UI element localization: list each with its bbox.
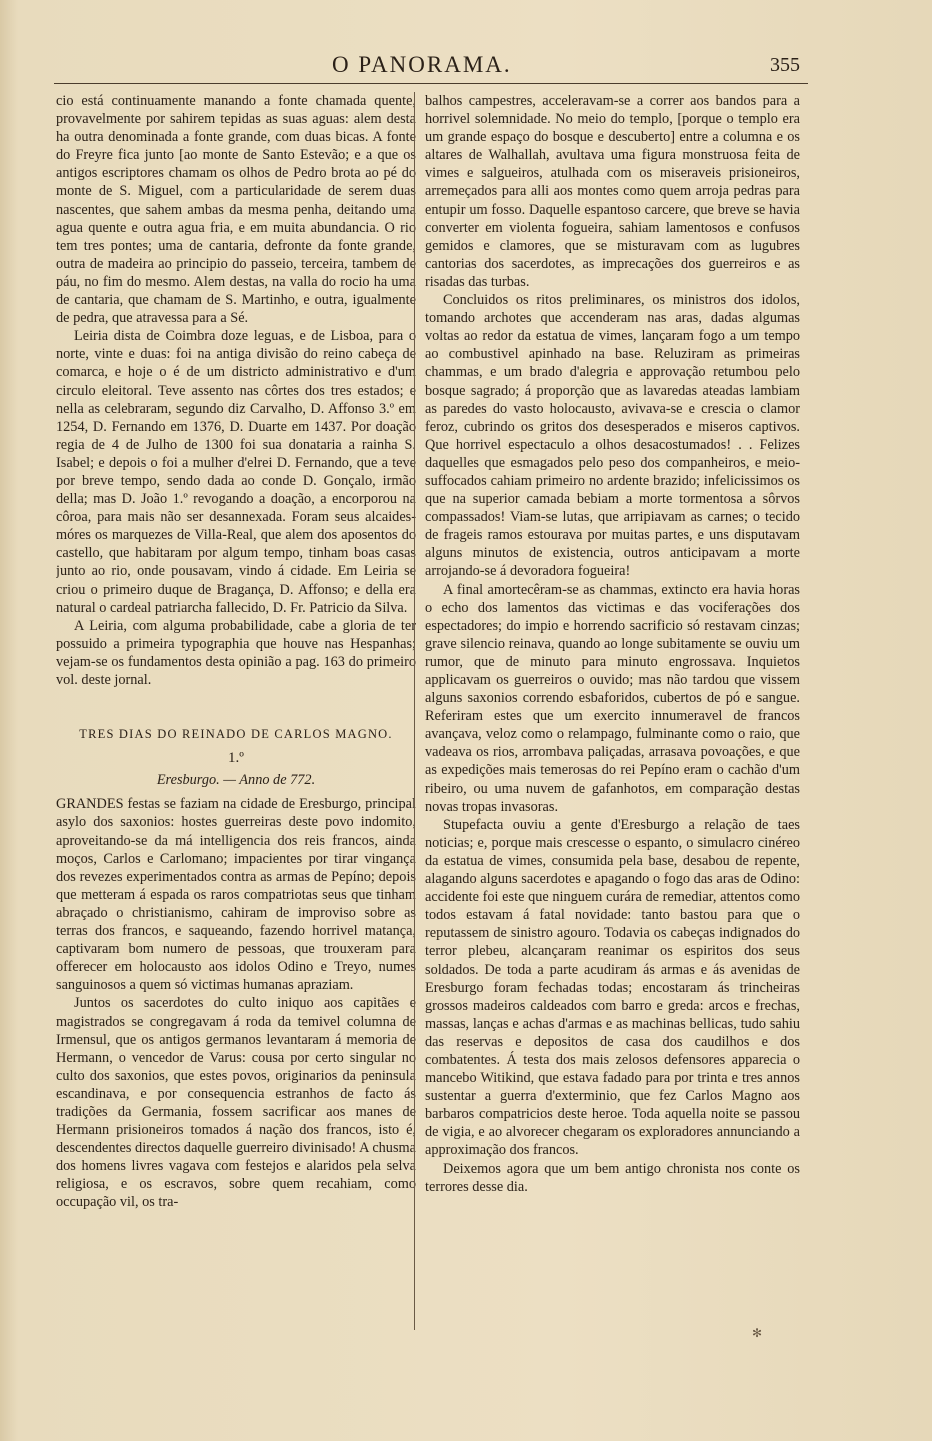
paragraph: GRANDES festas se faziam na cidade de Eresburgo, principal asylo dos saxonios: hostes guerreiras deste povo indomito, aproveitando-se da má intelligencia dos reis francos, ainda moços, Carlos e Carlomano; impacientes por tirar vingança dos revezes experimentados contra as armas de Pepíno; depois que metteram á espada os raros compatriotas seus que tinham abraçado o christianismo, cahiram de improviso sobre as terras dos francos, e saqueando, fazendo horrivel matança, captivaram bom numero de pessoas, que trouxeram para offerecer em holocausto aos idolos Odino e Treyo, numes sanguinosos a quem só victimas humanas apraziam. <box>56 796 416 994</box>
paragraph: A Leiria, com alguma probabilidade, cabe a gloria de ter possuido a primeira typographia que houve nas Hespanhas; vejam-se os fundamentos desta opinião a pag. 163 do primeiro vol. deste jornal. <box>56 617 416 688</box>
running-head <box>0 50 932 84</box>
paragraph: Concluidos os ritos preliminares, os ministros dos idolos, tomando archotes que accenderam nas aras, dadas algumas voltas ao redor da estatua de vimes, lançaram fogo a um tempo ao combustivel apinhado na base. Reluziram as primeiras chammas, e um brado d'alegria e approvação retumbou pelo bosque sagrado; á proporção que as lavaredas ateadas lambiam as paredes do vasto holocausto, avivava-se e crescia o clamor feroz, cubrindo os gritos dos desesperados e miseros captivos. Que horrivel espectaculo a olhos desacostumados! . . Felizes daquelles que esmagados pelo peso dos companheiros, e meio-suffocados cahiam primeiro no ardente brazido; infelicissimos os que na superior camada bebiam a morte tormentosa a sôrvos compassados! Viam-se lutas, que arripiavam as carnes; o tecido de frageis ramos estourava por muitas partes, e uns disputavam alguns minutos de existencia, outros anticipavam a morte arrojando-se á devoradora fogueira! <box>425 292 800 580</box>
column-divider <box>414 92 415 1330</box>
section-heading: TRES DIAS DO REINADO DE CARLOS MAGNO. <box>79 727 393 742</box>
paragraph: Juntos os sacerdotes do culto iniquo aos capitães e magistrados se congregavam á roda da temivel columna de Irmensul, que os antigos germanos levantaram á memoria de Hermann, o vencedor de Varus: cousa por certo singular no culto dos saxonios, que estes povos, originarios da peninsula escandinava, e por consequencia estranhos de facto ás tradições da Germania, fossem sacrificar aos manes de Hermann prisioneiros tomados á nação dos francos, isto é, descendentes directos daquelle guerreiro divinisado! A chusma dos homens livres vagava com festejos e alaridos pela selva religiosa, e os escravos, sobre quem recahiam, como occupação vil, os tra- <box>56 995 416 1211</box>
section-subtitle: Eresburgo. — Anno de 772. <box>156 772 316 789</box>
paragraph: Stupefacta ouviu a gente d'Eresburgo a relação de taes noticias; e, porque mais crescesse o espanto, o simulacro cinéreo da estatua de vimes, consumida pela base, desabou de repente, alagando alguns sacerdotes e apagando o fogo das aras de Odino: accidente foi este que ninguem curára de remediar, attentos como todos estavam á fatal novidade: tanto bastou para que o reputassem de sinistro agouro. Todavia os cabeças indignados do terror plebeu, alcançaram reanimar os espiritos dos seus soldados. De toda a parte acudiram ás armas e ás avenidas de Eresburgo foram fechadas todas; encostaram ás trincheiras grossos madeiros caldeados com barro e greda: arcos e frechas, massas, lanças e achas d'armas e as machinas bellicas, tudo sahiu das reservas e depositos de casa dos caudilhos e dos combatentes. Á testa dos mais zelosos defensores apparecia o mancebo Witikind, que estava fadado para por trinta e tres annos sustentar a guerra d'exterminio, que fez Carlos Magno aos barbaros compatricios deste heroe. Toda aquella noite se passou de vigia, e ao alvorecer chegaram os exploradores annunciando a approximação dos francos. <box>425 816 800 1159</box>
paragraph: Deixemos agora que um bem antigo chronista nos conte os terrores desse dia. <box>425 1160 800 1195</box>
paragraph: cio está continuamente manando a fonte chamada quente, provavelmente por sahirem tepidas as suas aguas: alem desta ha outra denominada a fonte grande, com duas bicas. A fonte do Freyre fica junto [ao monte de Santo Estevão; e a que os antigos escriptores chamam os olhos de Pedro brota ao pé do monte de S. Miguel, com a particularidade de serem duas nascentes, que sahem ambas da mesma penha, deitando uma agua quente e outra agua fria, e em muita abundancia. O rio tem tres pontes; uma de cantaria, defronte da fonte grande, outra de madeira ao principio do passeio, terceira, tambem de páu, no fim do mesmo. Alem destas, na valla do rocio ha uma de cantaria, que chamam de S. Martinho, e outra, igualmente de pedra, que atravessa para a Sé. <box>56 93 416 327</box>
paragraph: Leiria dista de Coimbra doze leguas, e de Lisboa, para o norte, vinte e duas: foi na antiga divisão do reino cabeça de comarca, e hoje o é de um districto administrativo e d'um circulo eleitoral. Teve assento nas côrtes dos tres estados; e nella as celebraram, segundo diz Carvalho, D. Affonso 3.º em 1254, D. Fernando em 1376, D. Duarte em 1437. Por doação regia de 4 de Julho de 1300 foi sua donataria a rainha S. Isabel; e depois o foi a mulher d'elrei D. Fernando, que a teve por breve tempo, sendo dada ao conde D. Gonçalo, irmão della; mas D. João 1.º revogando a doação, a encorporou na côroa, para mais não ser desannexada. Foram seus alcaides-móres os marquezes de Villa-Real, que alem dos aposentos do castello, que habitaram por algum tempo, tinham boas casas junto ao rio, onde pousavam, vindo á cidade. Em Leiria se criou o primeiro duque de Bragança, D. Affonso; e della era natural o cardeal patriarcha fallecido, D. Fr. Patricio da Silva. <box>56 328 416 616</box>
page-number: 355 <box>770 54 800 76</box>
journal-title: O PANORAMA. <box>332 52 512 77</box>
paragraph: balhos campestres, acceleravam-se a correr aos bandos para a horrivel solemnidade. No meio do templo, [porque o templo era um grande espaço do bosque e descuberto] entre a columna e os altares de Walhallah, avultava uma figura monstruosa feita de vimes e salgueiros, atulhada com os miseraveis prisioneiros, arremeçados para alli aos montes como quem arroja pedras para entupir um fosso. Daquelle espantoso carcere, que breve se havia converter em violenta fogueira, sahiam lamentosos e confusos gemidos e clamores, que se misturavam com as lugubres cantorias dos sacerdotes, as imprecações dos guerreiros e as risadas das turbas. <box>425 93 800 290</box>
end-ornament-icon: ✻ <box>752 1326 763 1340</box>
left-column <box>56 92 416 1332</box>
paragraph: A final amortecêram-se as chammas, extincto era havia horas o echo dos lamentos das victimas e das vociferações dos espectadores; do impio e horrendo sacrificio só restavam cinzas; grave silencio reinava, quando ao longe subitamente se ouviu um rumor, que de minuto para minuto engrossava. Inquietos applicavam os guerreiros o ouvido; mas não tardou que vissem alguns saxonios correndo esbaforidos, cubertos de pó e sangue. Referiram estes que um exercito innumeravel de francos avançava, veloz como o relampago, fulminante como o raio, que vadeava os rios, arrombava paliçadas, arrasava povoações, e que as expedições mais temerosas do rei Pepíno eram o cachão d'um ribeiro, ou uma nuvem de gafanhotos, em comparação destas novas tropas invasoras. <box>425 581 800 815</box>
section-number: 1.º <box>228 750 244 767</box>
header-rule <box>54 83 808 84</box>
right-column <box>425 92 800 1332</box>
